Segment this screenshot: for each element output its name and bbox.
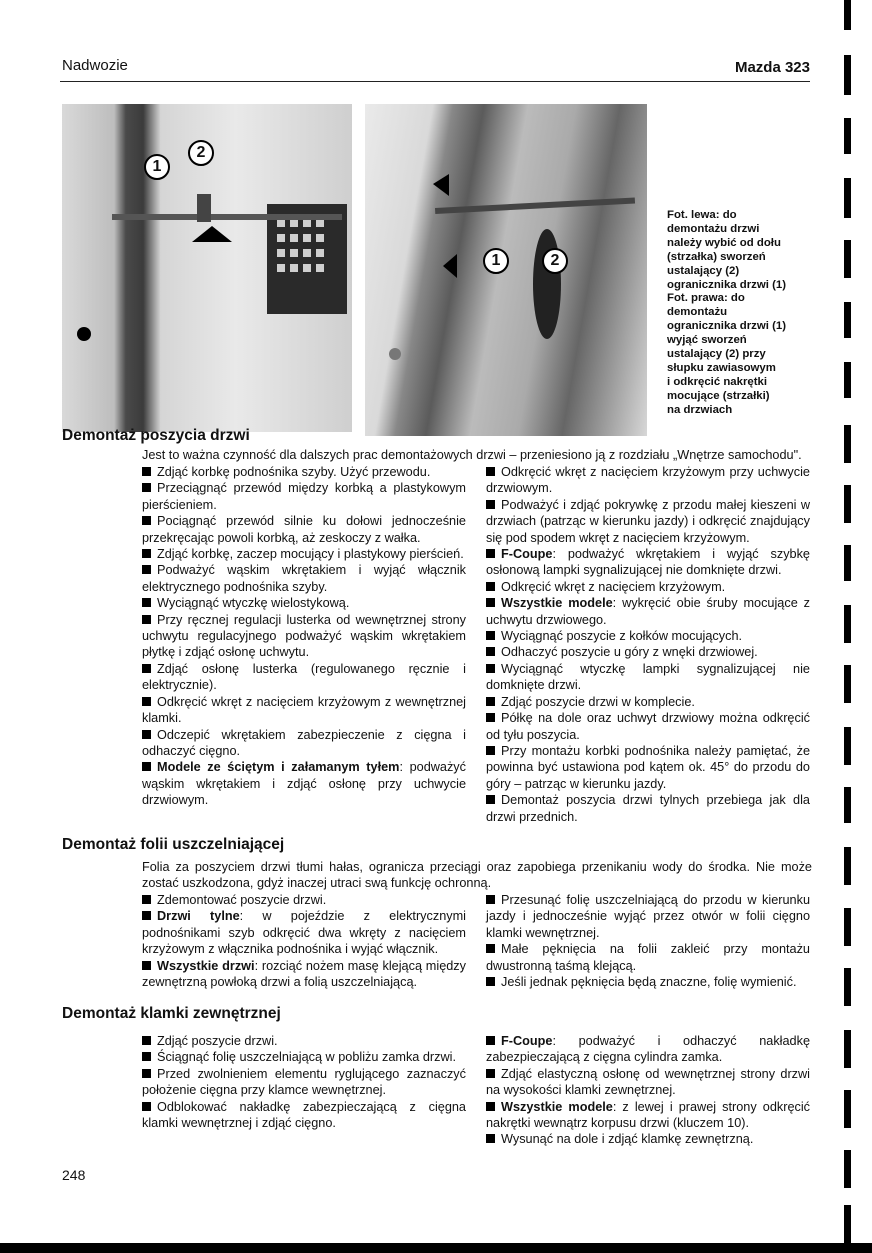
bullet-icon [142, 516, 151, 525]
section-heading-door-panel: Demontaż poszycia drzwi [62, 427, 250, 444]
list-item: Jeśli jednak pęknięcia będą znaczne, folię wymienić. [486, 974, 810, 990]
list-item: Wyciągnąć wtyczkę wielostykową. [142, 595, 466, 611]
list-item: Podważyć i zdjąć pokrywkę z przodu małej kieszeni w drzwiach (patrząc w kierunku jazdy) i odkręcić znajdujący się pod spodem wkręt z nacięciem krzyżowym. [486, 497, 810, 545]
photo-right [365, 104, 647, 436]
list-item: Wysunąć na dole i zdjąć klamkę zewnętrzną. [486, 1131, 810, 1147]
caption-line: Fot. lewa: do [667, 209, 737, 221]
caption-line: demontażu [667, 306, 728, 319]
bullet-icon [486, 631, 495, 640]
bullet-icon [142, 1069, 151, 1078]
list-item: Odczepić wkrętakiem zabezpieczenie z cięgna i odhaczyć cięgno. [142, 727, 466, 758]
caption-line: wyjąć sworzeń [667, 334, 747, 347]
bullet-icon [486, 944, 495, 953]
list-item: Wszystkie drzwi: rozciąć nożem masę klejącą między zewnętrzną powłoką drzwi a folią uszczelniającą. [142, 958, 466, 990]
bullet-icon [142, 895, 151, 904]
list-item: Odkręcić wkręt z nacięciem krzyżowym z wewnętrznej klamki. [142, 694, 466, 726]
list-item: Ściągnąć folię uszczelniającą w pobliżu zamka drzwi. [142, 1049, 466, 1065]
bullet-icon [142, 483, 151, 492]
list-item: Zdjąć poszycie drzwi. [142, 1033, 466, 1049]
bullet-icon [142, 664, 151, 673]
callout-1-right: 1 [483, 248, 509, 274]
caption-line: mocujące (strzałki) [667, 389, 770, 402]
list-item: Półkę na dole oraz uchwyt drzwiowy można odkręcić od tyłu poszycia. [486, 711, 810, 742]
list-item: Wyciągnąć poszycie z kołków mocujących. [486, 628, 810, 644]
caption-line: ustalający (2) przy [667, 348, 766, 361]
list-item: F-Coupe: podważyć wkrętakiem i wyjąć szybkę osłonową lampki sygnalizującej nie domknięte drzwi. [486, 547, 810, 578]
callout-2-left: 2 [188, 140, 214, 166]
s3-left-column [142, 1033, 466, 1131]
bullet-icon [486, 598, 495, 607]
photo-left [62, 104, 352, 432]
bullet-icon [142, 598, 151, 607]
bullet-icon [142, 1102, 151, 1111]
list-item: Zdjąć korbkę podnośnika szyby. Użyć przewodu. [142, 464, 466, 480]
caption-line: słupku zawiasowym [667, 361, 776, 374]
bullet-icon [142, 467, 151, 476]
callout-1-left: 1 [144, 154, 170, 180]
bullet-icon [142, 762, 151, 771]
caption-line: na drzwiach [667, 403, 733, 416]
list-item: Drzwi tylne: w pojeździe z elektrycznymi podnośnikami szyb odkręcić dwa wkręty z nacięciem krzyżowym z włącznika podnośnika i wyjąć włącznik. [142, 909, 466, 957]
list-item: Przed zwolnieniem elementu ryglującego zaznaczyć położenie cięgna przy klamce wewnętrznej. [142, 1066, 466, 1098]
list-item: Odkręcić wkręt z nacięciem krzyżowym. [486, 579, 810, 595]
bullet-icon [486, 582, 495, 591]
s2-right-column [486, 892, 810, 990]
bullet-icon [486, 697, 495, 706]
page-number: 248 [62, 1167, 86, 1183]
list-item: Zdjąć elastyczną osłonę od wewnętrznej strony drzwi na wysokości klamki zewnętrznej. [486, 1066, 810, 1098]
s3-right-column [486, 1033, 810, 1148]
list-item: Zdemontować poszycie drzwi. [142, 892, 466, 908]
list-item: Modele ze ściętym i załamanym tyłem: podważyć wąskim wkrętakiem i zdjąć osłonę przy uchwycie drzwiowym. [142, 760, 466, 808]
bullet-icon [486, 467, 495, 476]
list-item: Odkręcić wkręt z nacięciem krzyżowym przy uchwycie drzwiowym. [486, 465, 810, 496]
s1-left-column [142, 464, 466, 809]
bullet-icon [142, 565, 151, 574]
list-item: Odhaczyć poszycie u góry z wnęki drzwiowej. [486, 644, 810, 660]
callout-2-right: 2 [542, 248, 568, 274]
bullet-icon [486, 1134, 495, 1143]
list-item: Przesunąć folię uszczelniającą do przodu w kierunku jazdy i jednocześnie wyjąć przez otwór w folii cięgno klamki wewnętrznej. [486, 893, 810, 940]
bullet-icon [486, 500, 495, 509]
caption-line: ogranicznika drzwi (1) [667, 320, 786, 333]
s2-left-column [142, 892, 466, 990]
caption-line: Fot. prawa: do [667, 292, 745, 305]
bullet-icon [142, 1052, 151, 1061]
list-item: Zdjąć korbkę, zaczep mocujący i plastykowy pierścień. [142, 546, 466, 562]
section-heading-outer-handle: Demontaż klamki zewnętrznej [62, 1005, 281, 1022]
caption-line: ustalający (2) [667, 264, 740, 277]
bullet-icon [142, 961, 151, 970]
bullet-icon [486, 647, 495, 656]
caption-line: ogranicznika drzwi (1) [667, 278, 786, 291]
bullet-icon [486, 549, 495, 558]
list-item: Wszystkie modele: z lewej i prawej strony odkręcić nakrętki wewnątrz korpusu drzwi (kluczem 10). [486, 1099, 811, 1131]
bullet-icon [486, 746, 495, 755]
caption-line: demontażu drzwi [667, 222, 760, 235]
bullet-icon [142, 730, 151, 739]
caption-line: należy wybić od dołu [667, 236, 781, 249]
list-item: Przeciągnąć przewód między korbką a plastykowym pierścieniem. [142, 481, 466, 512]
car-model: Mazda 323 [734, 59, 810, 76]
list-item: Małe pęknięcia na folii zakleić przy montażu dwustronną taśmą klejącą. [486, 942, 810, 973]
bullet-icon [486, 664, 495, 673]
bullet-icon [142, 911, 151, 920]
bullet-icon [142, 1036, 151, 1045]
list-item: Pociągnąć przewód silnie ku dołowi jednocześnie przekręcając powoli korbką, aż zeskoczy z wałka. [142, 514, 466, 545]
list-item: F-Coupe: podważyć i odhaczyć nakładkę zabezpieczającą z cięgna cylindra zamka. [486, 1034, 810, 1065]
figure-caption [667, 209, 817, 418]
bullet-icon [486, 1102, 495, 1111]
bullet-icon [142, 615, 151, 624]
section-intro: Jest to ważna czynność dla dalszych prac demontażowych drzwi – przeniesiono ją z rozdziału „Wnętrze samochodu". [142, 448, 802, 462]
bullet-icon [486, 977, 495, 986]
bullet-icon [486, 795, 495, 804]
list-item: Przy ręcznej regulacji lusterka od wewnętrznej strony uchwytu regulacyjnego podważyć wąskim wkrętakiem płytkę i zdjąć osłonę uchwytu. [142, 612, 466, 660]
bullet-icon [142, 697, 151, 706]
list-item: Odblokować nakładkę zabezpieczającą z cięgna klamki wewnętrznej i zdjąć cięgno. [142, 1099, 466, 1131]
list-item: Zdjąć osłonę lusterka (regulowanego ręcznie i elektrycznie). [142, 661, 466, 693]
list-item: Wszystkie modele: wykręcić obie śruby mocujące z uchwytu drzwiowego. [486, 596, 810, 627]
caption-line: (strzałka) sworzeń [667, 250, 766, 263]
s1-right-column [486, 464, 810, 825]
bottom-border [0, 1243, 872, 1253]
bullet-icon [142, 549, 151, 558]
section-title: Nadwozie [62, 57, 128, 74]
section-intro: Folia za poszyciem drzwi tłumi hałas, ogranicza przeciągi oraz zapobiega przenikaniu wody do środka. Nie może zostać uszkodzona, gdyż inaczej utraci swą funkcję ochronną. [142, 860, 812, 891]
list-item: Podważyć wąskim wkrętakiem i wyjąć włącznik elektrycznego podnośnika szyby. [142, 563, 466, 594]
list-item: Przy montażu korbki podnośnika należy pamiętać, że powinna być ustawiona pod kątem ok. 45° do przodu do góry – patrząc w kierunku jazdy. [486, 743, 810, 791]
list-item: Wyciągnąć wtyczkę lampki sygnalizującej nie domknięte drzwi. [486, 661, 810, 693]
bullet-icon [486, 1069, 495, 1078]
bullet-icon [486, 895, 495, 904]
section-heading-seal-foil: Demontaż folii uszczelniającej [62, 836, 285, 853]
list-item: Zdjąć poszycie drzwi w komplecie. [486, 694, 810, 710]
list-item: Demontaż poszycia drzwi tylnych przebiega jak dla drzwi przednich. [486, 793, 810, 824]
bullet-icon [486, 1036, 495, 1045]
bullet-icon [486, 713, 495, 722]
photo-right-drawing [365, 104, 647, 436]
caption-line: i odkręcić nakrętki [667, 375, 768, 388]
header-rule [60, 81, 810, 82]
